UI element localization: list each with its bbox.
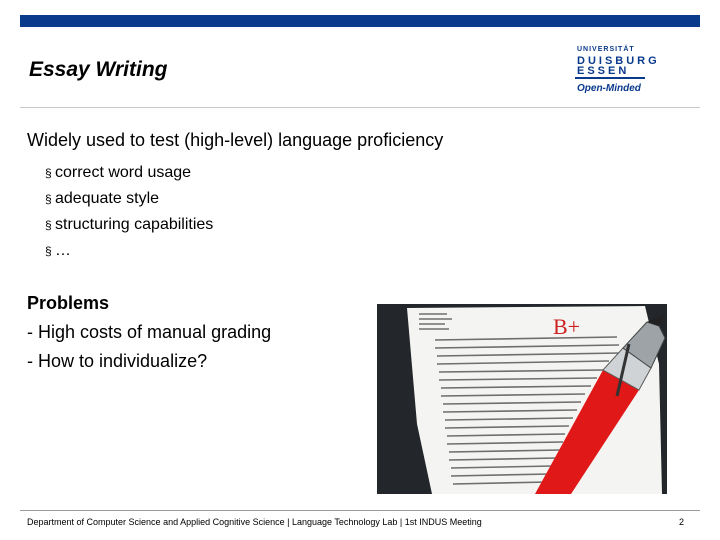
logo-line-3: ESSEN [577,65,630,77]
problem-item: - How to individualize? [27,351,208,371]
logo-line-1: UNIVERSITÄT [577,46,635,53]
logo-line-2: DUISBURG [577,55,660,67]
logo-divider [575,77,645,79]
bullet-item: § structuring capabilities [45,212,213,238]
problem-item: - High costs of manual grading [27,322,272,342]
top-accent-bar [20,15,700,27]
university-logo [575,46,685,98]
problems-heading: Problems [27,293,110,313]
bullet-list [45,160,213,264]
footer-text: Department of Computer Science and Applied Cognitive Science | Language Technology Lab | 1st INDUS Meeting [27,517,482,527]
page-number: 2 [679,517,685,527]
bullet-item: § correct word usage [45,160,213,186]
slide-title: Essay Writing [29,58,168,81]
bullet-item: § … [45,238,213,264]
graded-essay-illustration [377,304,667,494]
bullet-item: § adequate style [45,186,213,212]
grade-mark: B+ [553,314,581,339]
main-statement: Widely used to test (high-level) language proficiency [27,130,444,150]
footer-divider [20,510,700,511]
logo-tagline: Open-Minded [577,83,641,94]
problems-block [27,289,271,376]
title-divider [20,107,700,108]
